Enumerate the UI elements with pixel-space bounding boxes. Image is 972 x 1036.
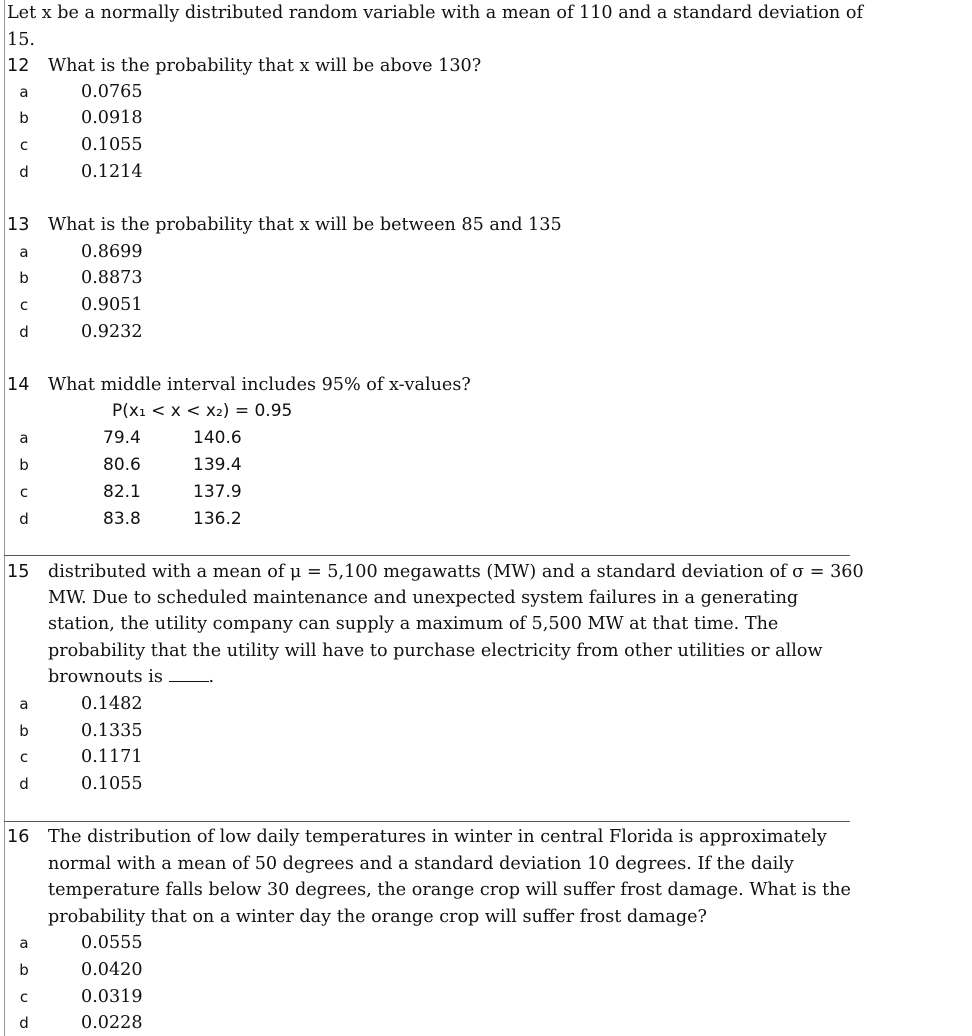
option-letter: b — [19, 961, 29, 979]
question-line: distributed with a mean of μ = 5,100 megawatts (MW) and a standard deviation of σ = 360 — [48, 562, 864, 582]
intro-line-2: 15. — [7, 30, 35, 50]
option-value: 0.8699 — [81, 242, 143, 262]
option-value: 0.0765 — [81, 82, 143, 102]
question-line-last — [48, 664, 214, 690]
question-text: What middle interval includes 95% of x-values? — [48, 375, 471, 395]
question-line: The distribution of low daily temperatures in winter in central Florida is approximately — [48, 827, 827, 847]
option-letter: b — [19, 722, 29, 740]
interval-high: 139.4 — [193, 455, 242, 475]
option-value: 0.0319 — [81, 987, 143, 1007]
option-value: 0.9232 — [81, 322, 143, 342]
option-value: 0.9051 — [81, 295, 143, 315]
option-letter: d — [19, 323, 29, 341]
question-number: 12 — [7, 56, 30, 76]
option-letter: a — [19, 243, 29, 261]
option-letter: b — [19, 456, 29, 474]
question-number: 13 — [7, 215, 30, 235]
question-line: MW. Due to scheduled maintenance and unexpected system failures in a generating — [48, 588, 799, 608]
option-letter: d — [19, 163, 29, 181]
option-letter: c — [19, 483, 29, 501]
interval-low: 82.1 — [103, 482, 141, 502]
section-divider — [4, 821, 850, 822]
option-letter: d — [19, 1014, 29, 1032]
interval-low: 80.6 — [103, 455, 141, 475]
question-line: brownouts is — [48, 667, 163, 687]
blank-suffix: . — [208, 667, 215, 687]
section-divider — [4, 555, 850, 556]
option-letter: b — [19, 269, 29, 287]
question-text: What is the probability that x will be between 85 and 135 — [48, 215, 562, 235]
option-value: 0.0918 — [81, 108, 143, 128]
intro-line-1: Let x be a normally distributed random variable with a mean of 110 and a standard deviation of — [7, 3, 863, 23]
interval-high: 140.6 — [193, 428, 242, 448]
left-margin-rule — [4, 0, 5, 1036]
option-letter: b — [19, 109, 29, 127]
option-letter: c — [19, 748, 29, 766]
option-letter: a — [19, 695, 29, 713]
interval-high: 137.9 — [193, 482, 242, 502]
option-letter: a — [19, 934, 29, 952]
option-value: 0.1171 — [81, 747, 143, 767]
interval-high: 136.2 — [193, 509, 242, 529]
option-value: 0.8873 — [81, 268, 143, 288]
question-line: station, the utility company can supply a maximum of 5,500 MW at that time. The — [48, 614, 779, 634]
question-line: probability that the utility will have to purchase electricity from other utilities or allow — [48, 641, 823, 661]
probability-formula: P(x₁ < x < x₂) = 0.95 — [112, 401, 293, 421]
option-value: 0.1335 — [81, 721, 143, 741]
question-number: 15 — [7, 562, 30, 582]
option-letter: c — [19, 988, 29, 1006]
option-letter: a — [19, 83, 29, 101]
question-number: 16 — [7, 827, 30, 847]
question-text: What is the probability that x will be above 130? — [48, 56, 482, 76]
option-value: 0.1055 — [81, 774, 143, 794]
option-letter: a — [19, 429, 29, 447]
question-number: 14 — [7, 375, 30, 395]
option-value: 0.1055 — [81, 135, 143, 155]
option-value: 0.0555 — [81, 933, 143, 953]
option-letter: d — [19, 510, 29, 528]
option-letter: c — [19, 136, 29, 154]
interval-low: 79.4 — [103, 428, 141, 448]
option-value: 0.1482 — [81, 694, 143, 714]
answer-blank — [169, 667, 209, 682]
option-letter: d — [19, 775, 29, 793]
option-value: 0.1214 — [81, 162, 143, 182]
option-letter: c — [19, 296, 29, 314]
question-line: normal with a mean of 50 degrees and a standard deviation 10 degrees. If the daily — [48, 854, 794, 874]
question-line: temperature falls below 30 degrees, the orange crop will suffer frost damage. What is the — [48, 880, 851, 900]
interval-low: 83.8 — [103, 509, 141, 529]
option-value: 0.0420 — [81, 960, 143, 980]
question-line: probability that on a winter day the orange crop will suffer frost damage? — [48, 907, 707, 927]
option-value: 0.0228 — [81, 1013, 143, 1033]
